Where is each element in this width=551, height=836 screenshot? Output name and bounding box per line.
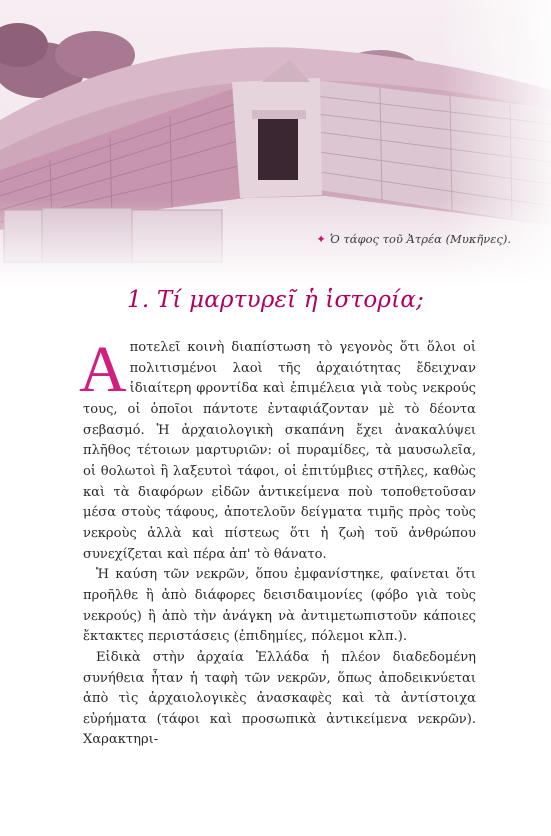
paragraph-3: Εἰδικὰ στὴν ἀρχαία Ἑλλάδα ἡ πλέον διαδεδομένη συνήθεια ἦταν ἡ ταφὴ τῶν νεκρῶν, ὅπως ἀποδεικνύεται ἀπὸ τὶς ἀρχαιολογικὲς ἀνασκαφὲς καὶ τὰ ἀντίστοιχα εὑρήματα (τάφοι καὶ προσωπικὰ ἀντικείμενα νεκρῶν). Χαρακτηρι- bbox=[83, 649, 476, 748]
paragraph-1-text: ποτελεῖ κοινὴ διαπίστωση τὸ γεγονὸς ὅτι ὅλοι οἱ πολιτισμένοι λαοὶ τῆς ἀρχαιότητας ἔδειχναν ἰδιαίτερη φροντίδα καὶ ἐπιμέλεια γιὰ τοὺς νεκρούς τους, οἱ ὁποῖοι πάντοτε ἐνταφιάζονταν μὲ τὸ δέοντα σεβασμό. Ἡ ἀρχαιολογικὴ σκαπάνη ἔχει ἀνακαλύψει πλῆθος τέτοιων μαρτυριῶν: οἱ πυραμίδες, τὰ μαυσωλεῖα, οἱ θολωτοὶ ἢ λαξευτοὶ τάφοι, οἱ ἐπιτύμβιες στῆλες, καθὼς καὶ τὰ διαφόρων εἰδῶν ἀντικείμενα ποὺ τοποθετοῦσαν μέσα στοὺς τάφους, ἀποτελοῦν δείγματα τιμῆς πρὸς τοὺς νεκροὺς ἀλλὰ καὶ πίστεως ὅτι ἡ ζωὴ τοῦ ἀνθρώπου συνεχίζεται καὶ πέρα ἀπ' τὸ θάνατο. bbox=[83, 340, 476, 562]
drop-cap: Α bbox=[79, 333, 127, 406]
section-heading: 1. Τί μαρτυρεῖ ἡ ἱστορία; bbox=[126, 287, 425, 313]
paragraph-2: Ἡ καύση τῶν νεκρῶν, ὅπου ἐμφανίστηκε, φαίνεται ὅτι προῆλθε ἢ ἀπὸ διάφορες δεισιδαιμονίες (φόβο γιὰ τοὺς νεκρούς) ἢ ἀπὸ τὴν ἀνάγκη νὰ ἀντιμετωπιστοῦν κάποιες ἔκτακτες περιστάσεις (ἐπιδημίες, πόλεμοι κλπ.). bbox=[83, 567, 476, 645]
diamond-bullet-icon: ✦ bbox=[316, 232, 326, 246]
caption-text: Ὁ τάφος τοῦ Ἀτρέα (Μυκῆνες). bbox=[329, 232, 511, 246]
figure-caption bbox=[316, 232, 511, 246]
article-body bbox=[79, 333, 476, 751]
paragraph-1 bbox=[79, 333, 476, 565]
